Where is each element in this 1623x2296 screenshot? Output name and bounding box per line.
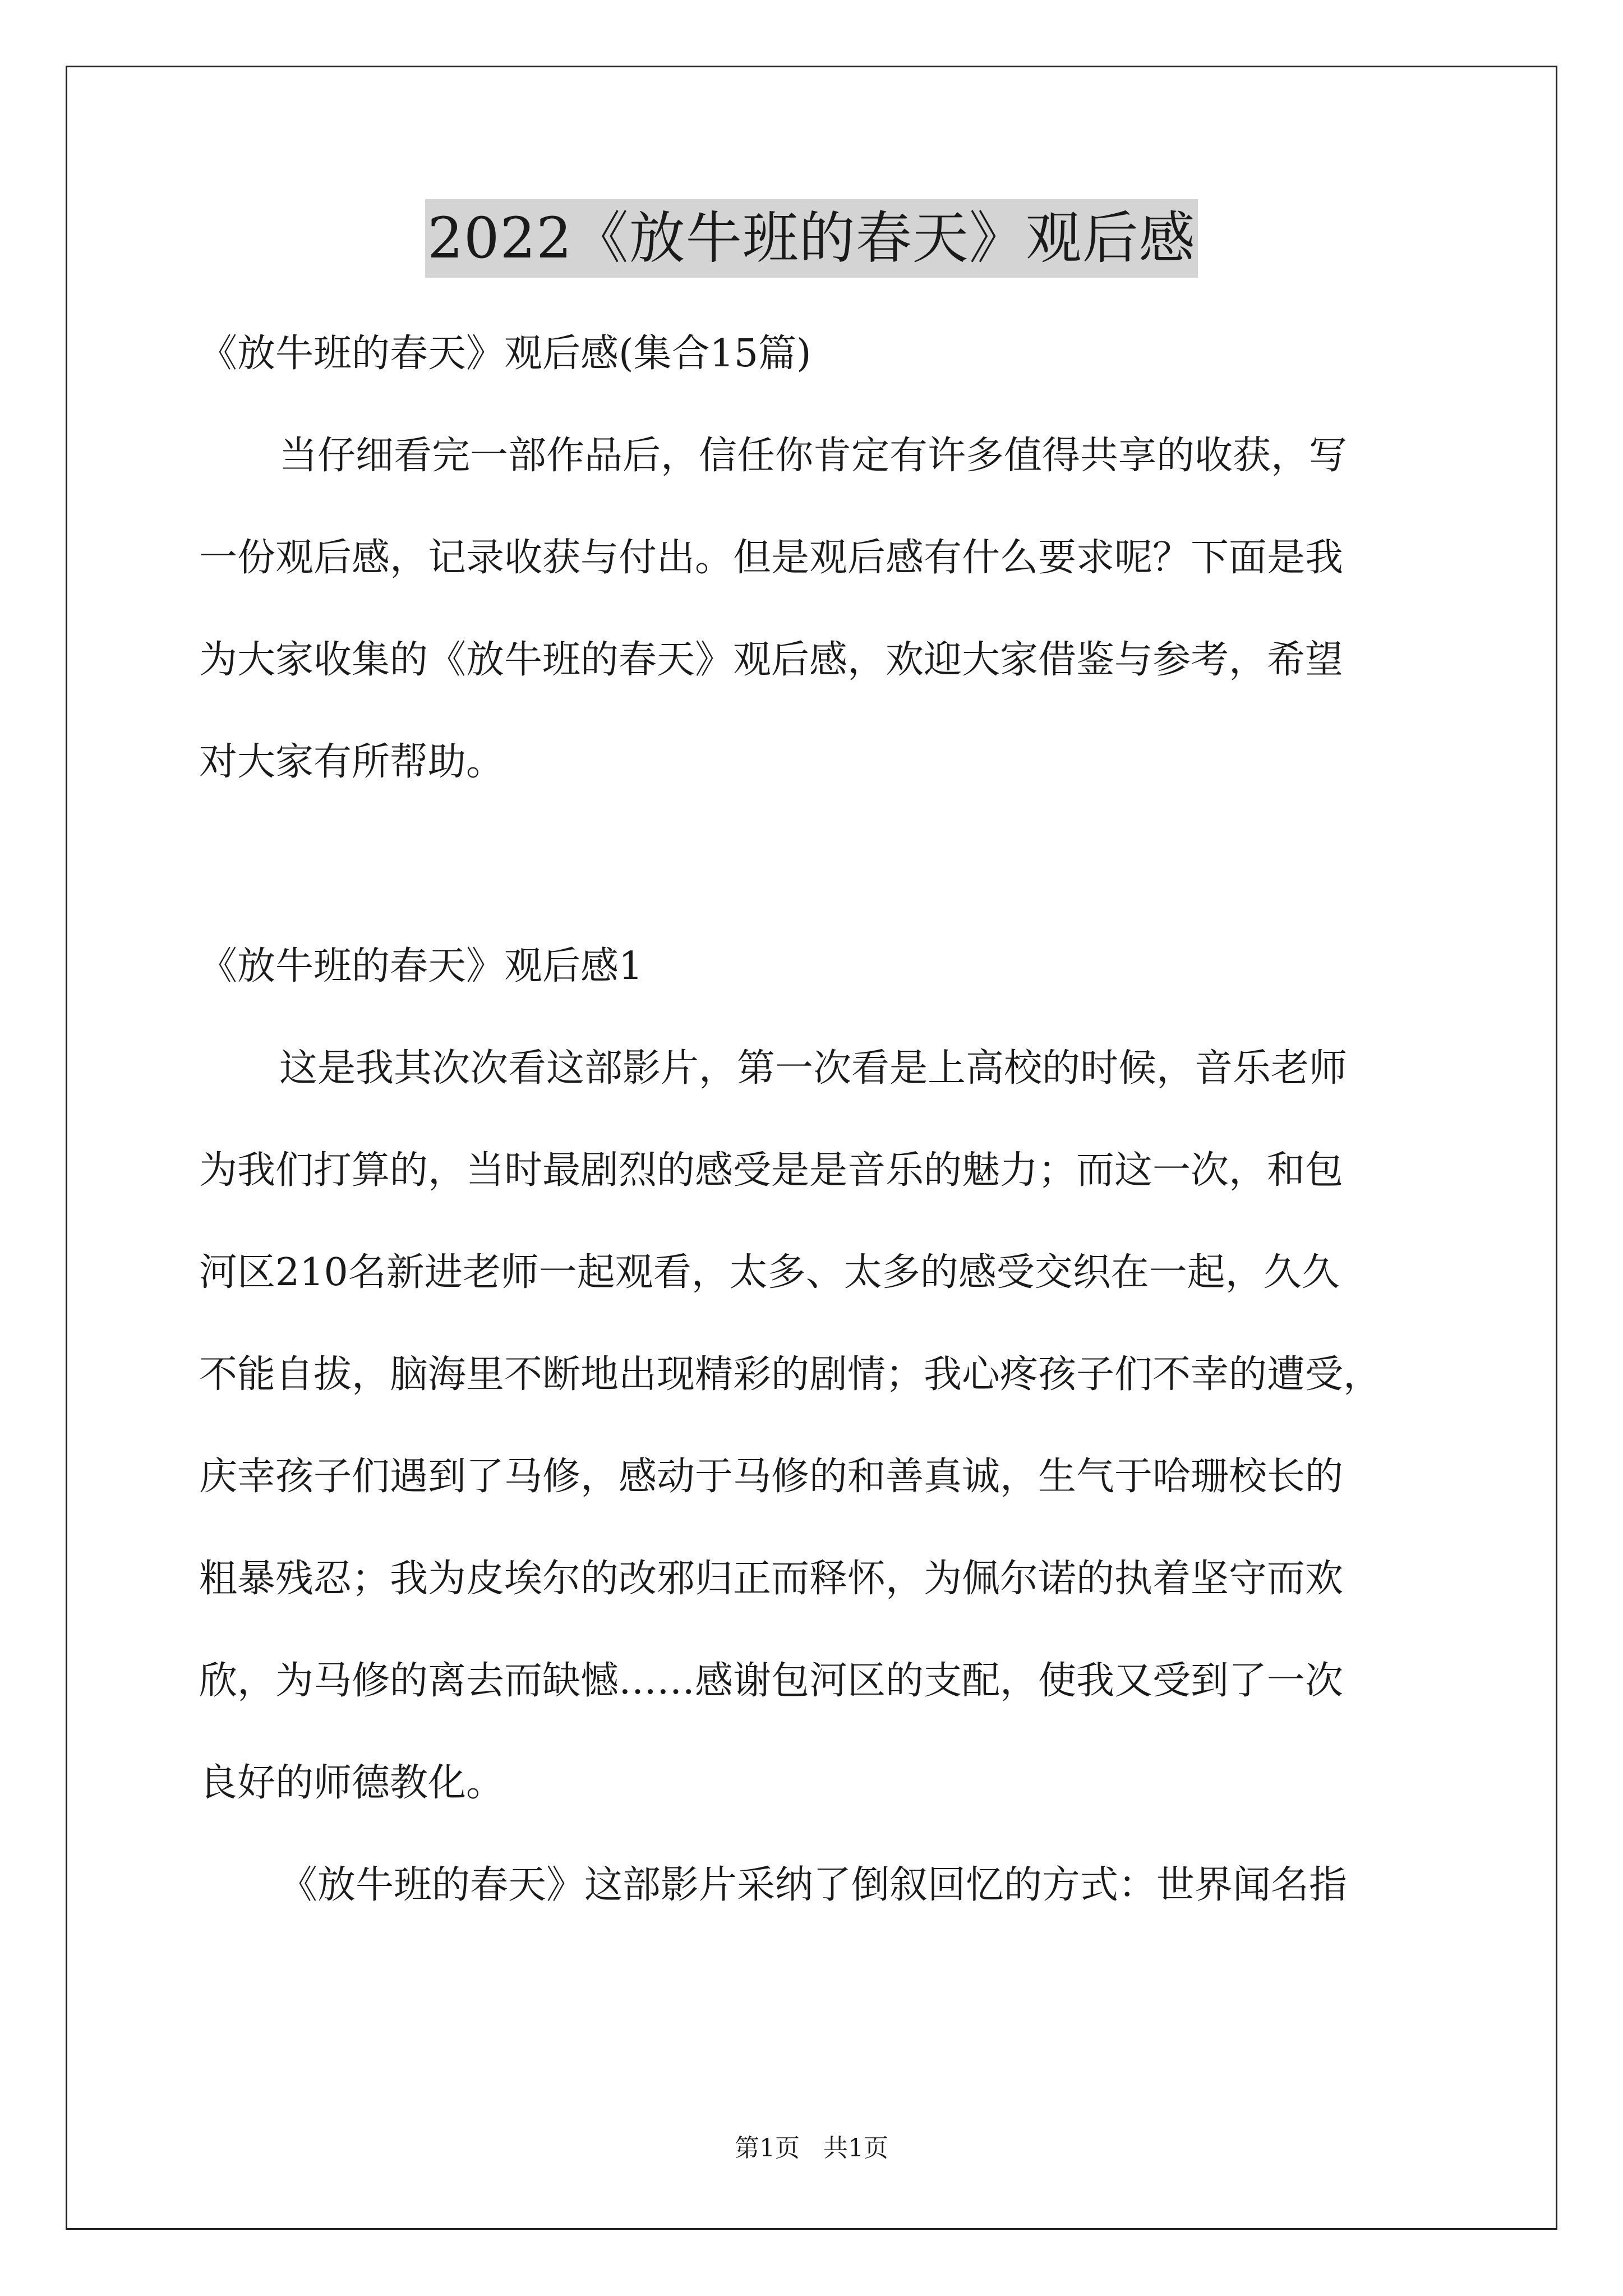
body-line: 这是我其次次看这部影片，第一次看是上高校的时候，音乐老师 bbox=[279, 1046, 1348, 1091]
body-line: 河区210名新进老师一起观看，太多、太多的感受交织在一起，久久 bbox=[199, 1250, 1340, 1295]
body-line: 欣，为马修的离去而缺憾……感谢包河区的支配，使我又受到了一次 bbox=[199, 1659, 1344, 1703]
body-line: 良好的师德教化。 bbox=[199, 1761, 505, 1805]
page-number: 第1页 bbox=[735, 2134, 800, 2162]
page-total: 共1页 bbox=[823, 2134, 888, 2162]
section-heading: 《放牛班的春天》观后感1 bbox=[199, 944, 643, 988]
page-footer bbox=[0, 2132, 1623, 2165]
body-line: 粗暴残忍；我为皮埃尔的改邪归正而释怀，为佩尔诺的执着坚守而欢 bbox=[199, 1557, 1344, 1601]
subtitle: 《放牛班的春天》观后感(集合15篇) bbox=[199, 332, 811, 376]
body-line-last: 《放牛班的春天》这部影片采纳了倒叙回忆的方式：世界闻名指 bbox=[279, 1863, 1348, 1907]
intro-line: 为大家收集的《放牛班的春天》观后感，欢迎大家借鉴与参考，希望 bbox=[199, 638, 1344, 682]
intro-line: 对大家有所帮助。 bbox=[199, 740, 505, 784]
document-body bbox=[199, 303, 1427, 1936]
intro-line: 当仔细看完一部作品后，信任你肯定有许多值得共享的收获，写 bbox=[279, 434, 1348, 478]
title-container bbox=[0, 199, 1623, 278]
body-line: 庆幸孩子们遇到了马修，感动于马修的和善真诚，生气于哈珊校长的 bbox=[199, 1455, 1344, 1499]
spacer bbox=[199, 813, 1427, 915]
body-line: 不能自拔，脑海里不断地出现精彩的剧情；我心疼孩子们不幸的遭受， bbox=[199, 1352, 1382, 1397]
body-line: 为我们打算的，当时最剧烈的感受是是音乐的魅力；而这一次，和包 bbox=[199, 1148, 1344, 1193]
intro-line: 一份观后感，记录收获与付出。但是观后感有什么要求呢？下面是我 bbox=[199, 536, 1344, 580]
document-title: 2022《放牛班的春天》观后感 bbox=[425, 199, 1198, 278]
